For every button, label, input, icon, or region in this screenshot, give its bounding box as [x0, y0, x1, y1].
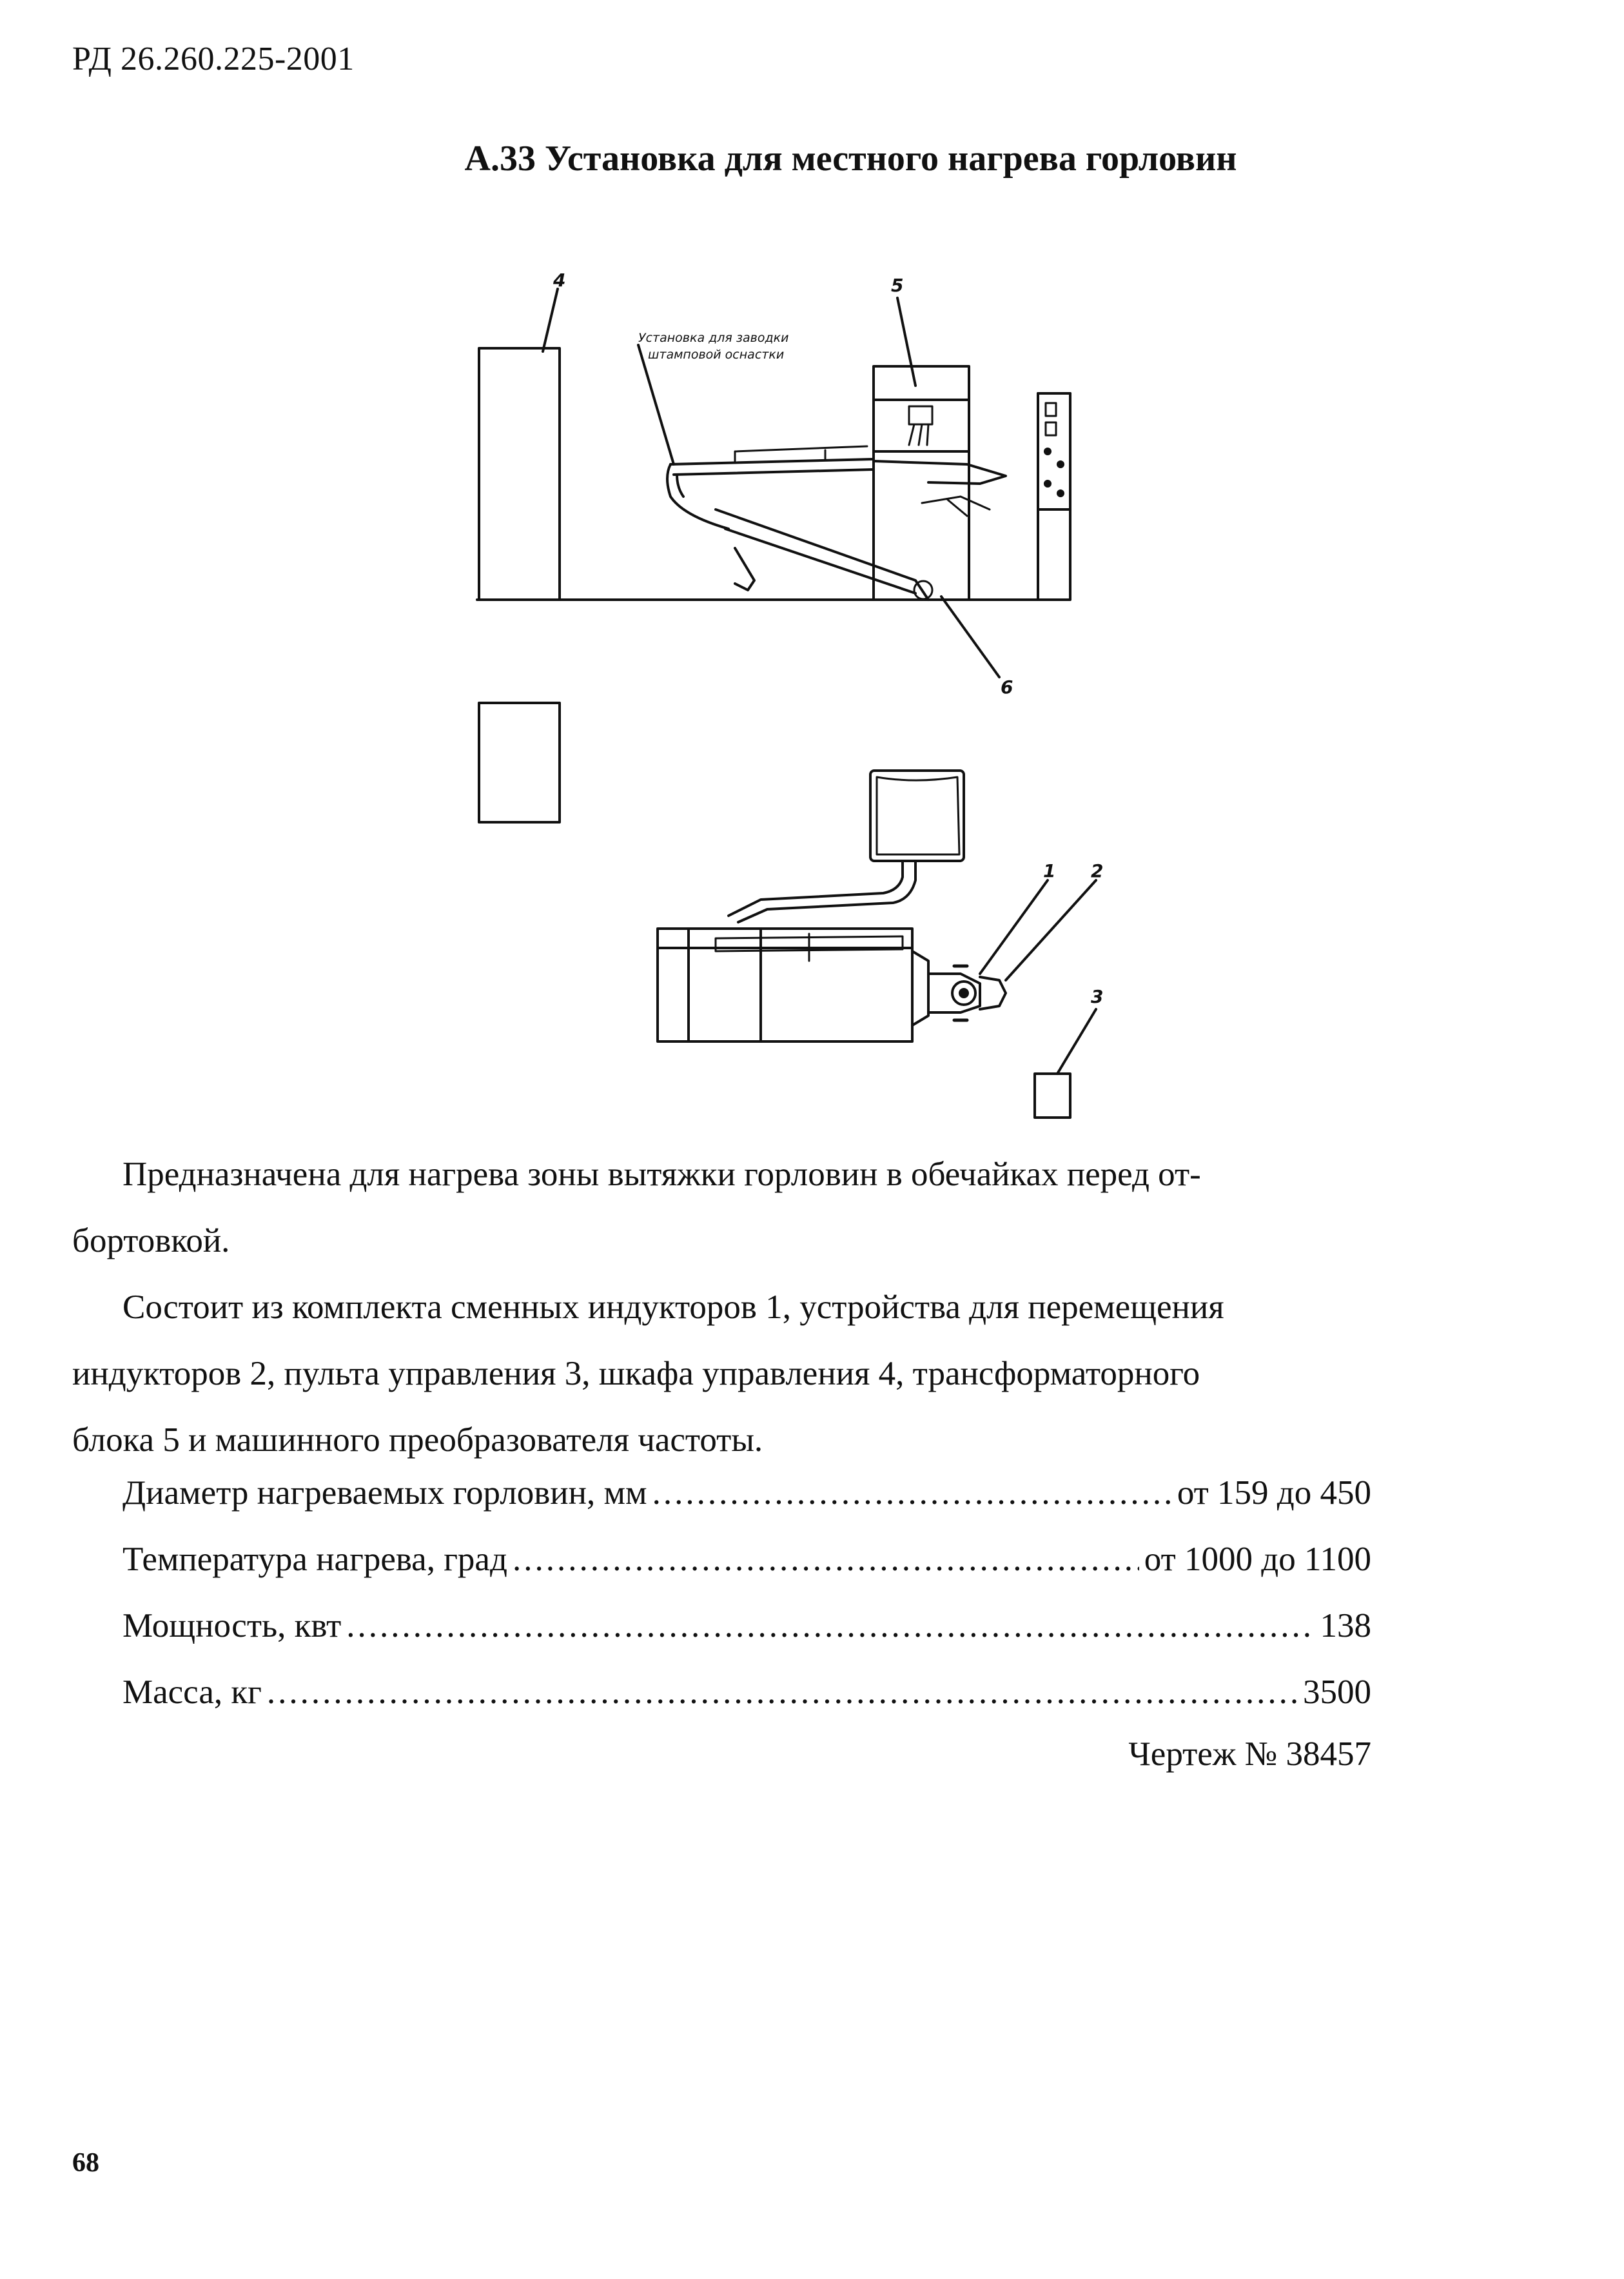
spec-row-diameter: [122, 1474, 1371, 1512]
spec-label: Температура нагрева, град: [122, 1541, 507, 1578]
leader-3: [1057, 1009, 1096, 1074]
paragraph-line: блока 5 и машинного преобразователя частоты.: [72, 1421, 763, 1459]
equipment-drawing: [0, 0, 1624, 1135]
spec-value: от 159 до 450: [1177, 1474, 1371, 1512]
label-5: 5: [891, 275, 904, 296]
paragraph-line: индукторов 2, пульта управления 3, шкафа управления 4, трансформаторного: [72, 1355, 1200, 1392]
label-2: 2: [1091, 860, 1104, 882]
spec-label: Масса, кг: [122, 1673, 262, 1711]
page-number: 68: [72, 2148, 99, 2178]
leader-2: [1006, 880, 1096, 980]
dot-leader: [513, 1540, 1139, 1579]
purpose-paragraph: [72, 1141, 1371, 1274]
label-3: 3: [1091, 986, 1104, 1007]
leader-1: [980, 880, 1048, 974]
spec-value: 3500: [1303, 1673, 1371, 1711]
label-4: 4: [553, 270, 566, 291]
spec-row-mass: [122, 1673, 1371, 1712]
spec-value: 138: [1320, 1607, 1371, 1644]
spec-row-power: [122, 1606, 1371, 1645]
control-cabinet-4: [479, 348, 560, 600]
control-cabinet-4-plan: [479, 703, 560, 822]
paragraph-line: Предназначена для нагрева зоны вытяжки горловин в обечайках перед от-: [122, 1156, 1201, 1193]
control-panel-3: [1035, 1074, 1070, 1118]
leader-4: [543, 289, 558, 351]
leader-5: [897, 298, 915, 386]
control-panel-3-side: [1038, 393, 1070, 600]
paragraph-line: бортовкой.: [72, 1222, 230, 1259]
label-1: 1: [1043, 860, 1056, 882]
drawing-reference: Чертеж № 38457: [1128, 1735, 1371, 1773]
dot-leader: [652, 1474, 1172, 1512]
label-6: 6: [1001, 676, 1013, 698]
spec-row-temperature: [122, 1540, 1371, 1579]
carriage-frame: [658, 929, 912, 1041]
dot-leader: [267, 1673, 1298, 1712]
leader-6: [941, 597, 999, 677]
spec-label: Диаметр нагреваемых горловин, мм: [122, 1474, 647, 1512]
document-code: РД 26.260.225-2001: [72, 41, 355, 77]
drawing-note-line2: штамповой оснастки: [648, 348, 785, 362]
transformer-block-5-plan: [870, 771, 964, 861]
section-title: А.33 Установка для местного нагрева горловин: [464, 139, 1237, 179]
spec-value: от 1000 до 1100: [1144, 1541, 1371, 1578]
spec-label: Мощность, квт: [122, 1607, 342, 1644]
drawing-note-line1: Установка для заводки: [638, 331, 789, 345]
transformer-block-5: [874, 366, 969, 400]
composition-paragraph: [72, 1274, 1371, 1474]
dot-leader: [346, 1606, 1315, 1645]
paragraph-line: Состоит из комплекта сменных индукторов 1, устройства для перемещения: [122, 1288, 1224, 1326]
